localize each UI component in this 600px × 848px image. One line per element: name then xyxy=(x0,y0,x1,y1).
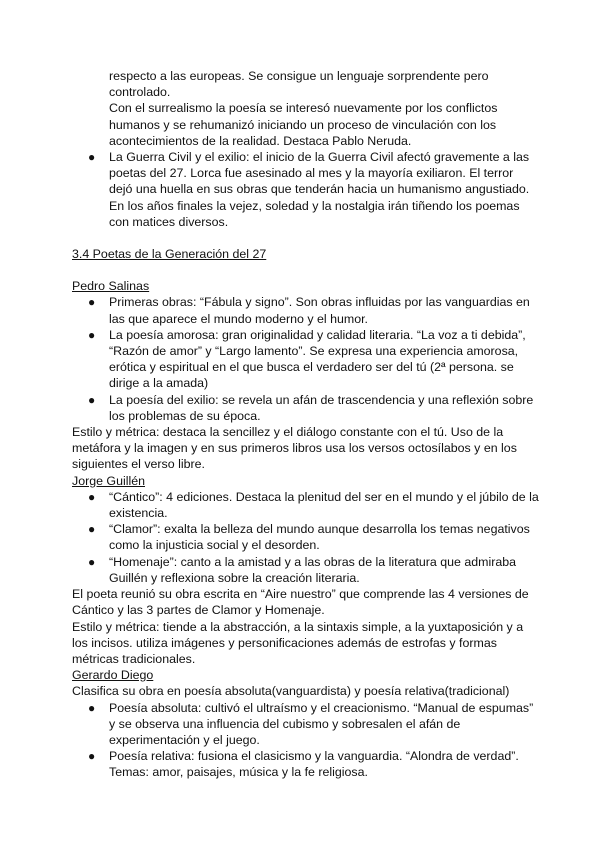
list-item-text: Poesía relativa: fusiona el clasicismo y la vanguardia. “Alondra de verdad”. Temas: amor, paisajes, música y la fe religiosa. xyxy=(109,749,519,780)
poet-section-guillen xyxy=(72,473,540,667)
list-item-text: La Guerra Civil y el exilio: el inicio de la Guerra Civil afectó gravemente a las poetas del 27. Lorca fue asesinado al mes y la mayoría exiliaron. El terror dejó una huella en sus obras que tenderán hacia un humanismo angustiado. En los años finales la vejez, soledad y la nostalgia irán tiñendo los poemas con matices diversos. xyxy=(109,150,530,229)
list-item xyxy=(72,327,540,392)
bullet-icon: ● xyxy=(88,327,96,342)
poet-section-salinas xyxy=(72,278,540,472)
list-item-text: La poesía amorosa: gran originalidad y calidad literaria. “La voz a ti debida”, “Razón de amor” y “Largo lamento”. Se expresa una experiencia amorosa, erótica y espiritual en el que busca el verdadero ser del tú (2ª persona. se dirige a la amada) xyxy=(109,327,526,391)
list-item-text: “Cántico”: 4 ediciones. Destaca la plenitud del ser en el mundo y el júbilo de la existencia. xyxy=(109,489,539,521)
list-item-text: “Homenaje”: canto a la amistad y a las obras de la literatura que admiraba Guillén y reflexiona sobre la creación literaria. xyxy=(109,554,517,585)
list-item xyxy=(72,554,540,586)
list-item xyxy=(72,521,540,553)
bullet-icon: ● xyxy=(88,392,96,407)
bullet-list xyxy=(72,149,540,230)
list-item-text: Poesía absoluta: cultivó el ultraísmo y el creacionismo. “Manual de espumas” y se observa una influencia del cubismo y sobresalen el afán de experimentación y el juego. xyxy=(109,700,534,747)
bullet-list xyxy=(72,489,540,586)
paragraph: Con el surrealismo la poesía se interesó nuevamente por los conflictos humanos y se rehumanizó iniciando un proceso de vinculación con los acontecimientos de la realidad. Destaca Pablo Neruda. xyxy=(109,101,498,148)
bullet-icon: ● xyxy=(88,749,96,764)
bullet-icon: ● xyxy=(88,554,96,569)
section-title: 3.4 Poetas de la Generación del 27 xyxy=(72,247,267,262)
list-item xyxy=(72,700,540,749)
list-item xyxy=(72,392,540,424)
poet-name: Pedro Salinas xyxy=(72,279,150,294)
list-item-text: “Clamor”: exalta la belleza del mundo aunque desarrolla los temas negativos como la injusticia social y el desorden. xyxy=(109,522,530,553)
poet-section-diego xyxy=(72,667,540,780)
paragraph: Estilo y métrica: destaca la sencillez y el diálogo constante con el tú. Uso de la metáfora y la imagen y en sus primeros libros usa los versos octosílabos y en los siguientes el verso libre. xyxy=(72,425,517,472)
bullet-list xyxy=(72,700,540,781)
paragraph: El poeta reunió su obra escrita en “Aire nuestro” que comprende las 4 versiones de Cántico y las 3 partes de Clamor y Homenaje. xyxy=(72,587,529,618)
bullet-icon: ● xyxy=(88,150,96,165)
paragraph: Estilo y métrica: tiende a la abstracción, a la sintaxis simple, a la yuxtaposición y a los incisos. utiliza imágenes y personificaciones además de estrofas y formas métricas tradicionales. xyxy=(72,619,524,666)
bullet-list xyxy=(72,294,540,424)
list-item-text: Primeras obras: “Fábula y signo”. Son obras influidas por las vanguardias en las que aparece el mundo moderno y el humor. xyxy=(109,295,530,326)
intro-section xyxy=(72,68,540,230)
poet-name: Jorge Guillén xyxy=(72,473,146,488)
paragraph: Clasifica su obra en poesía absoluta(vanguardista) y poesía relativa(tradicional) xyxy=(72,684,510,699)
bullet-icon: ● xyxy=(88,522,96,537)
list-item xyxy=(72,294,540,326)
paragraph: respecto a las europeas. Se consigue un lenguaje sorprendente pero controlado. xyxy=(109,69,489,100)
bullet-icon: ● xyxy=(88,489,96,504)
list-item xyxy=(72,149,540,230)
bullet-icon: ● xyxy=(88,700,96,715)
poet-name: Gerardo Diego xyxy=(72,668,154,683)
list-item xyxy=(72,489,540,521)
list-item xyxy=(72,748,540,780)
list-item-text: La poesía del exilio: se revela un afán de trascendencia y una reflexión sobre los problemas de su época. xyxy=(109,392,534,423)
bullet-icon: ● xyxy=(88,295,96,310)
